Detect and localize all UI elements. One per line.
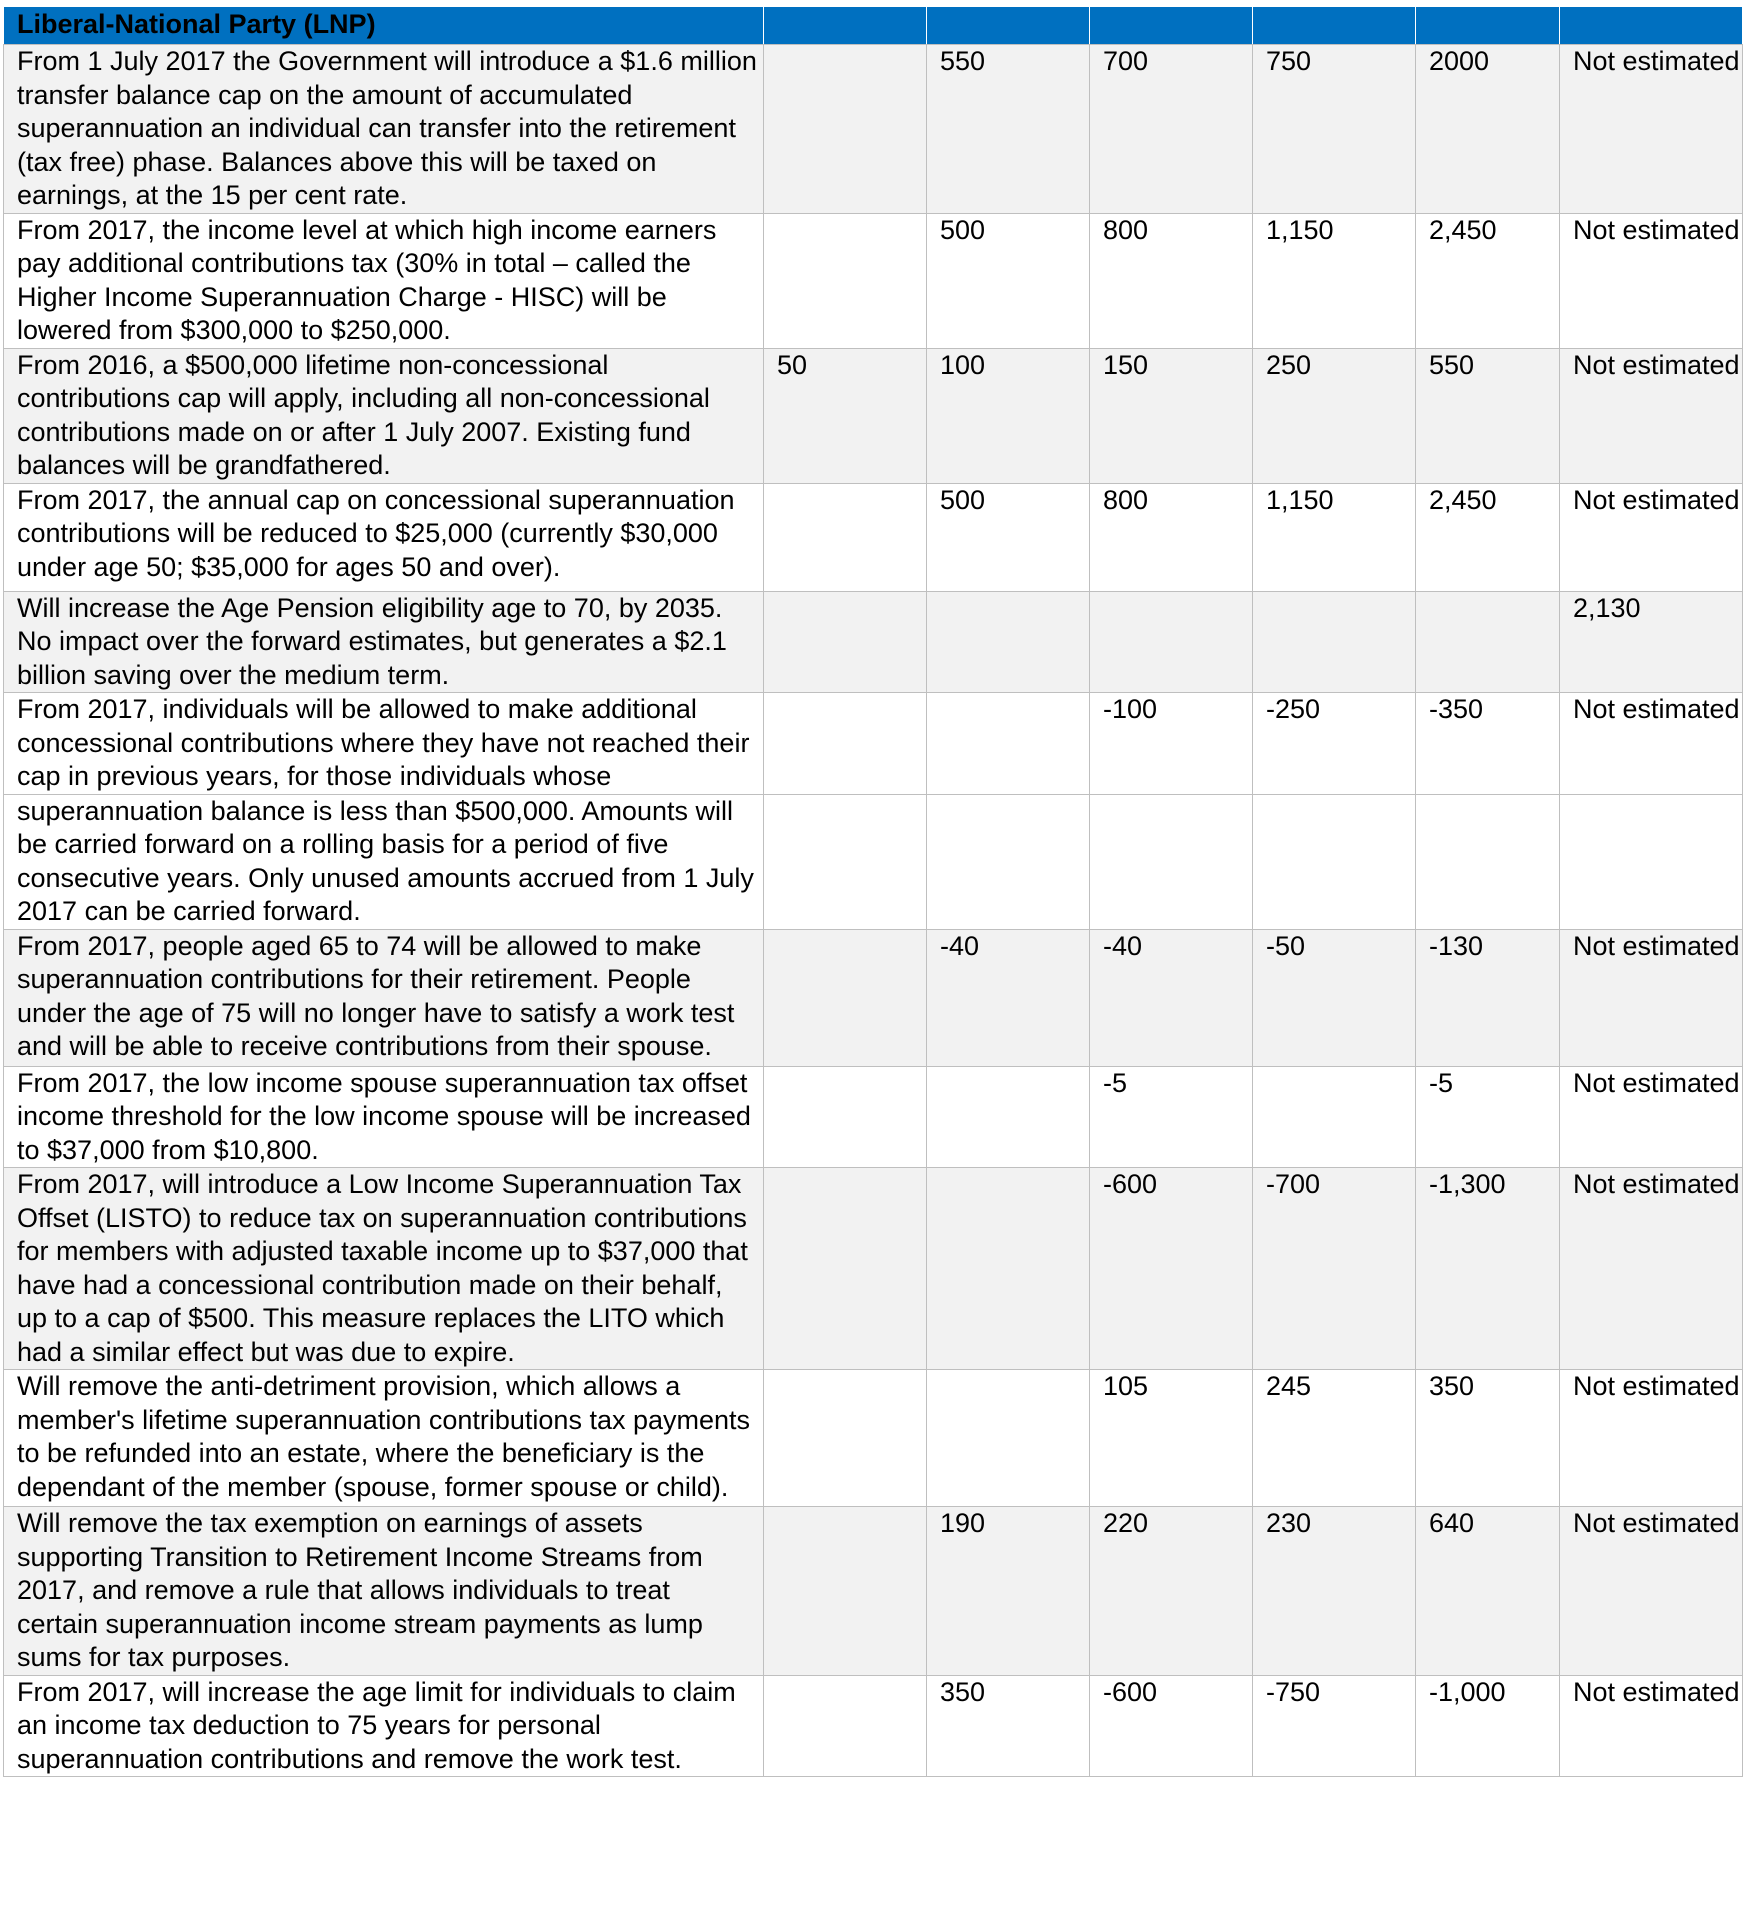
medium-term-value-cell: Not estimated	[1560, 1066, 1743, 1168]
year-value-cell	[764, 1507, 927, 1676]
year-value-cell	[927, 693, 1090, 795]
medium-term-value-cell: Not estimated	[1560, 1675, 1743, 1777]
year-value-cell	[764, 693, 927, 795]
year-value-cell: -40	[1090, 929, 1253, 1066]
year-value-cell: -700	[1253, 1168, 1416, 1370]
medium-term-value-cell: Not estimated	[1560, 348, 1743, 483]
measure-description: superannuation balance is less than $500,000. Amounts will be carried forward on a rolling basis for a period of five consecutive years. Only unused amounts accrued from 1 July 2017 can be carried forward.	[4, 794, 764, 929]
year-value-cell	[927, 1066, 1090, 1168]
year-value-cell	[764, 929, 927, 1066]
medium-term-value-cell: Not estimated	[1560, 693, 1743, 795]
policy-costing-table	[3, 6, 1743, 1777]
year-value-cell: 700	[1090, 45, 1253, 214]
table-row	[4, 693, 1743, 795]
year-value-cell: 190	[927, 1507, 1090, 1676]
year-value-cell: 500	[927, 213, 1090, 348]
medium-term-value-cell: Not estimated	[1560, 1370, 1743, 1507]
table-row	[4, 348, 1743, 483]
year-value-cell: 220	[1090, 1507, 1253, 1676]
year-value-cell: 800	[1090, 483, 1253, 591]
measure-description: Will increase the Age Pension eligibility age to 70, by 2035. No impact over the forward estimates, but generates a $2.1 billion saving over the medium term.	[4, 591, 764, 693]
year-value-cell	[1416, 591, 1560, 693]
year-value-cell: -1,300	[1416, 1168, 1560, 1370]
year-value-cell: -50	[1253, 929, 1416, 1066]
year-value-cell: 245	[1253, 1370, 1416, 1507]
year-value-cell: 350	[1416, 1370, 1560, 1507]
year-value-cell	[764, 45, 927, 214]
year-value-cell: -750	[1253, 1675, 1416, 1777]
medium-term-value-cell	[1560, 794, 1743, 929]
medium-term-value-cell: Not estimated	[1560, 483, 1743, 591]
year-value-cell: -350	[1416, 693, 1560, 795]
policy-costing-table-wrapper	[3, 6, 1742, 1777]
table-row	[4, 1168, 1743, 1370]
measure-description: Will remove the anti-detriment provision, which allows a member's lifetime superannuation contributions tax payments to be refunded into an estate, where the beneficiary is the dependant of the member (spouse, former spouse or child).	[4, 1370, 764, 1507]
year-value-cell: -600	[1090, 1168, 1253, 1370]
measure-description: From 1 July 2017 the Government will introduce a $1.6 million transfer balance cap on the amount of accumulated superannuation an individual can transfer into the retirement (tax free) phase. Balances above this will be taxed on earnings, at the 15 per cent rate.	[4, 45, 764, 214]
table-row	[4, 1066, 1743, 1168]
year-value-cell	[927, 591, 1090, 693]
measure-description: Will remove the tax exemption on earnings of assets supporting Transition to Retirement Income Streams from 2017, and remove a rule that allows individuals to treat certain superannuation income stream payments as lump sums for tax purposes.	[4, 1507, 764, 1676]
year-value-cell: 1,150	[1253, 213, 1416, 348]
measure-description: From 2017, will increase the age limit for individuals to claim an income tax deduction to 75 years for personal superannuation contributions and remove the work test.	[4, 1675, 764, 1777]
year-value-cell: -100	[1090, 693, 1253, 795]
year-value-cell	[1090, 591, 1253, 693]
year-value-cell	[1090, 794, 1253, 929]
table-body	[4, 45, 1743, 1777]
table-row-continued	[4, 794, 1743, 929]
measure-description: From 2016, a $500,000 lifetime non-concessional contributions cap will apply, including all non-concessional contributions made on or after 1 July 2007. Existing fund balances will be grandfathered.	[4, 348, 764, 483]
measure-description: From 2017, the income level at which high income earners pay additional contributions tax (30% in total – called the Higher Income Superannuation Charge - HISC) will be lowered from $300,000 to $250,000.	[4, 213, 764, 348]
party-heading: Liberal-National Party (LNP)	[4, 7, 764, 45]
year-value-cell: 1,150	[1253, 483, 1416, 591]
year-value-cell	[764, 1168, 927, 1370]
year-value-cell: 2000	[1416, 45, 1560, 214]
year-value-cell: 350	[927, 1675, 1090, 1777]
year-value-cell	[764, 1066, 927, 1168]
header-cell	[764, 7, 927, 45]
measure-description: From 2017, the annual cap on concessional superannuation contributions will be reduced to $25,000 (currently $30,000 under age 50; $35,000 for ages 50 and over).	[4, 483, 764, 591]
medium-term-value-cell: 2,130	[1560, 591, 1743, 693]
year-value-cell	[764, 1675, 927, 1777]
year-value-cell: -40	[927, 929, 1090, 1066]
year-value-cell: -5	[1090, 1066, 1253, 1168]
year-value-cell: -1,000	[1416, 1675, 1560, 1777]
year-value-cell	[1253, 1066, 1416, 1168]
table-row	[4, 1507, 1743, 1676]
table-row	[4, 1675, 1743, 1777]
year-value-cell: -250	[1253, 693, 1416, 795]
header-cell	[1090, 7, 1253, 45]
year-value-cell	[927, 1168, 1090, 1370]
year-value-cell	[764, 591, 927, 693]
year-value-cell	[764, 794, 927, 929]
year-value-cell: -600	[1090, 1675, 1253, 1777]
measure-description: From 2017, people aged 65 to 74 will be allowed to make superannuation contributions for their retirement. People under the age of 75 will no longer have to satisfy a work test and will be able to receive contributions from their spouse.	[4, 929, 764, 1066]
table-row	[4, 213, 1743, 348]
medium-term-value-cell: Not estimated	[1560, 45, 1743, 214]
measure-description: From 2017, will introduce a Low Income Superannuation Tax Offset (LISTO) to reduce tax on superannuation contributions for members with adjusted taxable income up to $37,000 that have had a concessional contribution made on their behalf, up to a cap of $500. This measure replaces the LITO which had a similar effect but was due to expire.	[4, 1168, 764, 1370]
year-value-cell: 550	[927, 45, 1090, 214]
header-cell	[1560, 7, 1743, 45]
year-value-cell: 100	[927, 348, 1090, 483]
year-value-cell	[1253, 591, 1416, 693]
year-value-cell	[1416, 794, 1560, 929]
year-value-cell: 640	[1416, 1507, 1560, 1676]
table-row	[4, 929, 1743, 1066]
table-row	[4, 483, 1743, 591]
year-value-cell	[764, 1370, 927, 1507]
table-header-row	[4, 7, 1743, 45]
year-value-cell	[764, 213, 927, 348]
year-value-cell: 750	[1253, 45, 1416, 214]
year-value-cell	[1253, 794, 1416, 929]
measure-description: From 2017, individuals will be allowed to make additional concessional contributions where they have not reached their cap in previous years, for those individuals whose	[4, 693, 764, 795]
measure-description: From 2017, the low income spouse superannuation tax offset income threshold for the low income spouse will be increased to $37,000 from $10,800.	[4, 1066, 764, 1168]
table-row	[4, 1370, 1743, 1507]
table-row	[4, 591, 1743, 693]
year-value-cell: 2,450	[1416, 213, 1560, 348]
year-value-cell: 105	[1090, 1370, 1253, 1507]
year-value-cell: 250	[1253, 348, 1416, 483]
year-value-cell: -5	[1416, 1066, 1560, 1168]
medium-term-value-cell: Not estimated	[1560, 213, 1743, 348]
header-cell	[927, 7, 1090, 45]
medium-term-value-cell: Not estimated	[1560, 1168, 1743, 1370]
header-cell	[1416, 7, 1560, 45]
table-row	[4, 45, 1743, 214]
year-value-cell: 2,450	[1416, 483, 1560, 591]
year-value-cell: 150	[1090, 348, 1253, 483]
year-value-cell	[764, 483, 927, 591]
year-value-cell: 800	[1090, 213, 1253, 348]
year-value-cell	[927, 794, 1090, 929]
year-value-cell: 500	[927, 483, 1090, 591]
year-value-cell: 230	[1253, 1507, 1416, 1676]
year-value-cell: 50	[764, 348, 927, 483]
year-value-cell: -130	[1416, 929, 1560, 1066]
year-value-cell	[927, 1370, 1090, 1507]
medium-term-value-cell: Not estimated	[1560, 929, 1743, 1066]
medium-term-value-cell: Not estimated	[1560, 1507, 1743, 1676]
header-cell	[1253, 7, 1416, 45]
year-value-cell: 550	[1416, 348, 1560, 483]
